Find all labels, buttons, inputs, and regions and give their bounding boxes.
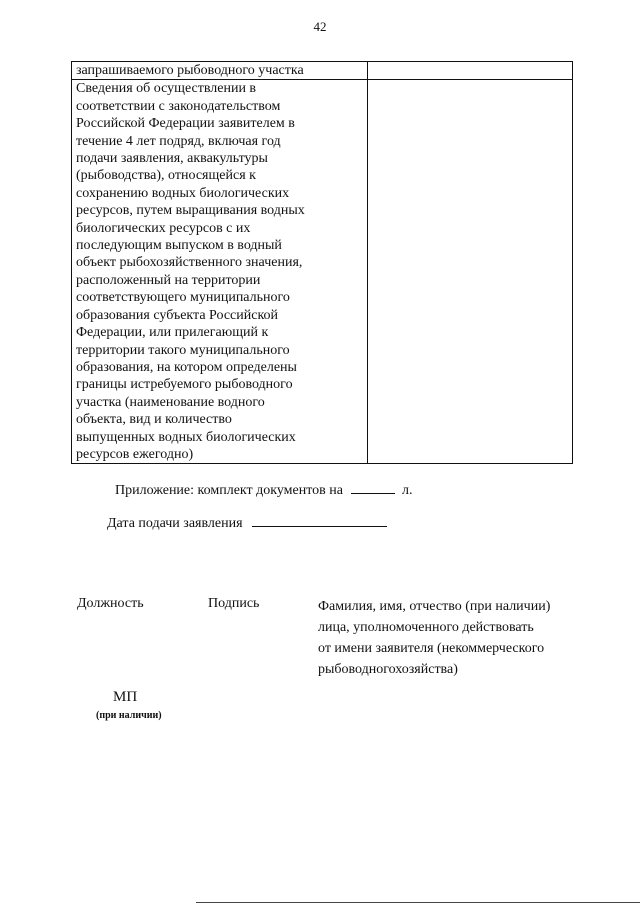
table-cell-value[interactable] bbox=[368, 62, 573, 80]
table-cell-value[interactable] bbox=[368, 80, 573, 464]
full-name-label: Фамилия, имя, отчество (при наличии) лица, уполномоченного действовать от имени заявителя (некоммерческого рыбоводногохозяйства) bbox=[318, 599, 551, 677]
table-row bbox=[72, 62, 573, 80]
row-label-text: Сведения об осуществлении в соответствии с законодательством Российской Федерации заявителем в течение 4 лет подряд, включая год подачи заявления, аквакультуры (рыбоводства), относящейся к сохранению водных биологических ресурсов, путем выращивания водных биологических ресурсов с их последующим выпуском в водный объект рыбохозяйственного значения, расположенный на территории соответствующего муниципального образования субъекта Российской Федерации, или прилегающий к территории такого муниципального образования, на котором определены границы истребуемого рыбоводного участка (наименование водного объекта, вид и количество выпущенных водных биологических ресурсов ежегодно) bbox=[76, 81, 305, 462]
seal-label: МП bbox=[113, 689, 138, 705]
table-cell-label bbox=[72, 80, 368, 464]
submission-date-label: Дата подачи заявления bbox=[107, 516, 243, 531]
bottom-edge-line bbox=[196, 902, 640, 903]
submission-date-line bbox=[107, 514, 387, 532]
table-cell-label bbox=[72, 62, 368, 80]
application-table bbox=[71, 61, 573, 464]
appendix-line bbox=[115, 481, 413, 499]
page-number: 42 bbox=[313, 19, 327, 34]
position-label: Должность bbox=[77, 596, 144, 611]
submission-date-blank[interactable] bbox=[252, 514, 387, 527]
row-label-text: запрашиваемого рыбоводного участка bbox=[76, 63, 304, 78]
sheet-count-blank[interactable] bbox=[351, 481, 395, 494]
appendix-label: Приложение: комплект документов на bbox=[115, 483, 343, 498]
table-row bbox=[72, 80, 573, 464]
signature-label: Подпись bbox=[208, 596, 260, 611]
appendix-unit: л. bbox=[402, 483, 413, 498]
seal-note: (при наличии) bbox=[96, 710, 162, 721]
